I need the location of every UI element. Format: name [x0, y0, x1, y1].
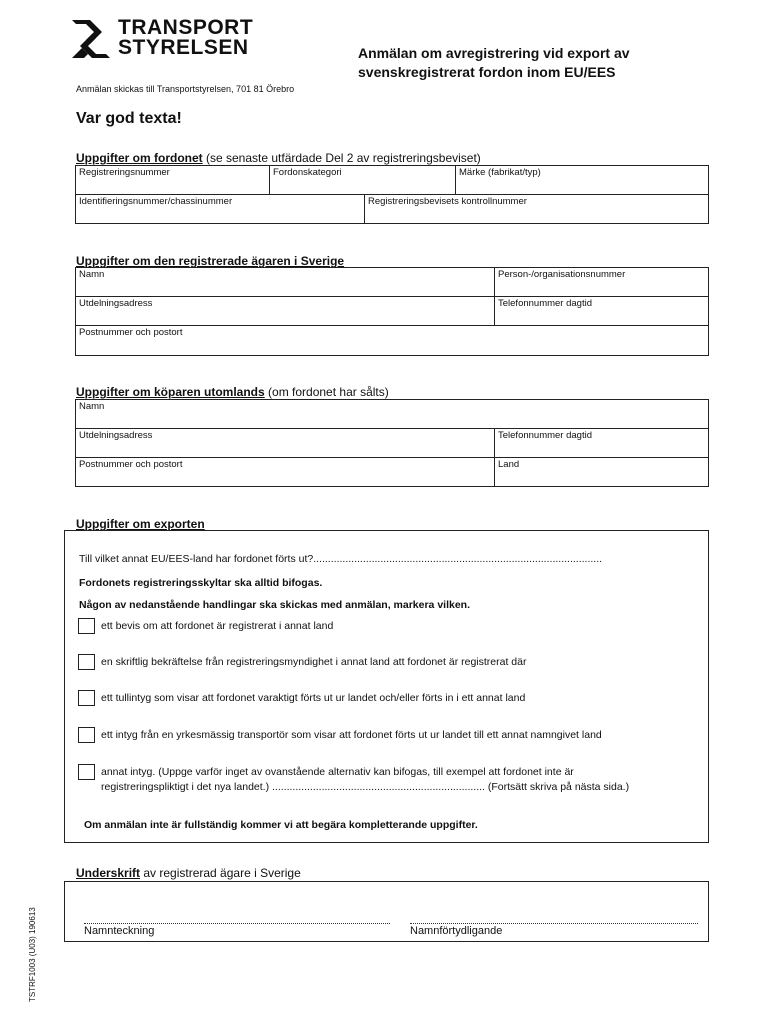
incomplete-note: Om anmälan inte är fullständig kommer vi att begära kompletterande uppgifter. [84, 819, 478, 831]
control-number-field[interactable]: Registreringsbevisets kontrollnummer [368, 196, 527, 207]
owner-divider2 [75, 325, 709, 326]
option-checkbox-4[interactable] [78, 727, 95, 743]
owner-section-title [76, 254, 344, 268]
owner-divider1 [75, 296, 709, 297]
buyer-postal-field[interactable]: Postnummer och postort [79, 459, 183, 470]
category-field[interactable]: Fordonskategori [273, 167, 342, 178]
form-title-line1: Anmälan om avregistrering vid export av [358, 45, 630, 61]
buyer-phone-field[interactable]: Telefonnummer dagtid [498, 430, 592, 441]
option-label-4: ett intyg från en yrkesmässig transportör som visar att fordonet förts ut ur landet till ett annat namngivet land [101, 729, 602, 741]
owner-postal-field[interactable]: Postnummer och postort [79, 327, 183, 338]
logo-mark-icon [72, 20, 110, 58]
option-label-5-line2[interactable]: registreringspliktigt i det nya landet.) ......................................................................... (Fortsätt skriva på nästa sida.) [101, 781, 630, 793]
signature-section-title-bold: Underskrift [76, 866, 141, 880]
vehicle-vdiv1 [269, 165, 270, 194]
owner-name-field[interactable]: Namn [79, 269, 105, 280]
option-label-3: ett tullintyg som visar att fordonet varaktigt förts ut ur landet och/eller förts in i ett annat land [101, 692, 526, 704]
export-section-title [76, 517, 205, 531]
signature-section-title-rest: av registrerad ägare i Sverige [140, 866, 301, 880]
export-country-question[interactable]: Till vilket annat EU/EES-land har fordonet förts ut?................................................................................................... [79, 553, 603, 565]
owner-address-field[interactable]: Utdelningsadress [79, 298, 153, 309]
buyer-section-title-bold: Uppgifter om köparen utomlands [76, 385, 265, 399]
signature-box [64, 881, 709, 942]
make-field[interactable]: Märke (fabrikat/typ) [459, 167, 541, 178]
send-to-address: Anmälan skickas till Transportstyrelsen, 701 81 Örebro [76, 84, 295, 94]
option-checkbox-1[interactable] [78, 618, 95, 634]
owner-section-title-bold: Uppgifter om den registrerade ägaren i Sverige [76, 254, 345, 268]
instruction-heading: Var god texta! [76, 110, 182, 127]
vehicle-vdiv2 [455, 165, 456, 194]
option-checkbox-5[interactable] [78, 764, 95, 780]
owner-id-field[interactable]: Person-/organisationsnummer [498, 269, 626, 280]
buyer-name-field[interactable]: Namn [79, 401, 105, 412]
signature-label: Namnteckning [84, 925, 155, 937]
name-clarification-line[interactable] [410, 923, 698, 924]
option-label-1: ett bevis om att fordonet är registrerat i annat land [101, 620, 334, 632]
buyer-box [75, 399, 709, 487]
reg-number-field[interactable]: Registreringsnummer [79, 167, 170, 178]
option-label-2: en skriftlig bekräftelse från registreringsmyndighet i annat land att fordonet är registrerat där [101, 656, 527, 668]
logo [72, 16, 254, 59]
documents-note: Någon av nedanstående handlingar ska skickas med anmälan, markera vilken. [79, 599, 471, 611]
form-title-line2: svenskregistrerat fordon inom EU/EES [358, 64, 616, 80]
owner-vdiv [494, 267, 495, 325]
buyer-vdiv [494, 428, 495, 487]
logo-line2: STYRELSEN [118, 36, 249, 59]
vehicle-section-title [76, 151, 481, 165]
option-label-5: annat intyg. (Uppge varför inget av ovanstående alternativ kan bifogas, till exempel att fordonet inte är [101, 766, 574, 778]
buyer-address-field[interactable]: Utdelningsadress [79, 430, 153, 441]
option-checkbox-2[interactable] [78, 654, 95, 670]
buyer-country-field[interactable]: Land [498, 459, 520, 470]
buyer-divider2 [75, 457, 709, 458]
vehicle-section-title-rest: (se senaste utfärdade Del 2 av registreringsbeviset) [202, 151, 481, 165]
vin-field[interactable]: Identifieringsnummer/chassinummer [79, 196, 233, 207]
plates-note: Fordonets registreringsskyltar ska alltid bifogas. [79, 577, 323, 589]
export-section-title-bold: Uppgifter om exporten [76, 517, 205, 531]
buyer-section-title [76, 385, 389, 399]
buyer-section-title-rest: (om fordonet har sålts) [264, 385, 389, 399]
vehicle-divider [75, 194, 709, 195]
owner-phone-field[interactable]: Telefonnummer dagtid [498, 298, 592, 309]
form-code: TSTRF1003 (U03) 190613 [28, 907, 37, 1002]
signature-section-title [76, 866, 301, 880]
owner-box [75, 267, 709, 356]
vehicle-section-title-bold: Uppgifter om fordonet [76, 151, 203, 165]
signature-line[interactable] [84, 923, 390, 924]
logo-line1: TRANSPORT [118, 16, 254, 39]
buyer-divider1 [75, 428, 709, 429]
name-clarification-label: Namnförtydligande [410, 925, 503, 937]
vehicle-vdiv3 [364, 194, 365, 224]
option-checkbox-3[interactable] [78, 690, 95, 706]
